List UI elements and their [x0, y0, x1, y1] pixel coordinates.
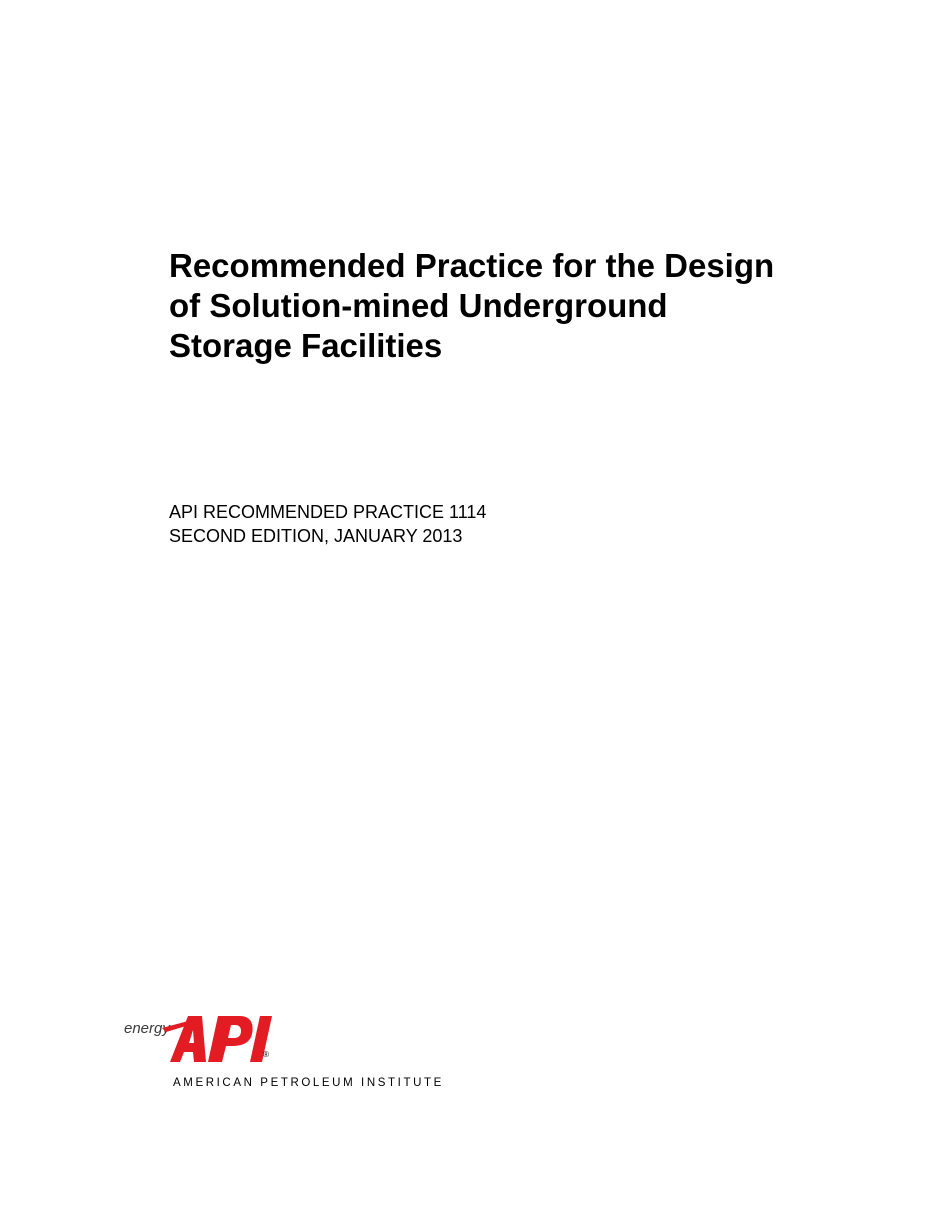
logo-tagline: energy: [124, 1020, 170, 1037]
title-line-2: of Solution-mined Underground: [169, 287, 668, 324]
api-logo-icon: [122, 1010, 272, 1070]
document-title: [169, 246, 869, 366]
registered-mark: ®: [263, 1050, 269, 1059]
title-line-3: Storage Facilities: [169, 327, 443, 364]
practice-number: API RECOMMENDED PRACTICE 1114: [169, 502, 487, 522]
edition-info: [169, 500, 769, 548]
api-logo: [122, 1010, 442, 1095]
title-line-1: Recommended Practice for the Design: [169, 247, 775, 284]
organization-name: AMERICAN PETROLEUM INSTITUTE: [173, 1077, 444, 1089]
edition-date: SECOND EDITION, JANUARY 2013: [169, 526, 463, 546]
